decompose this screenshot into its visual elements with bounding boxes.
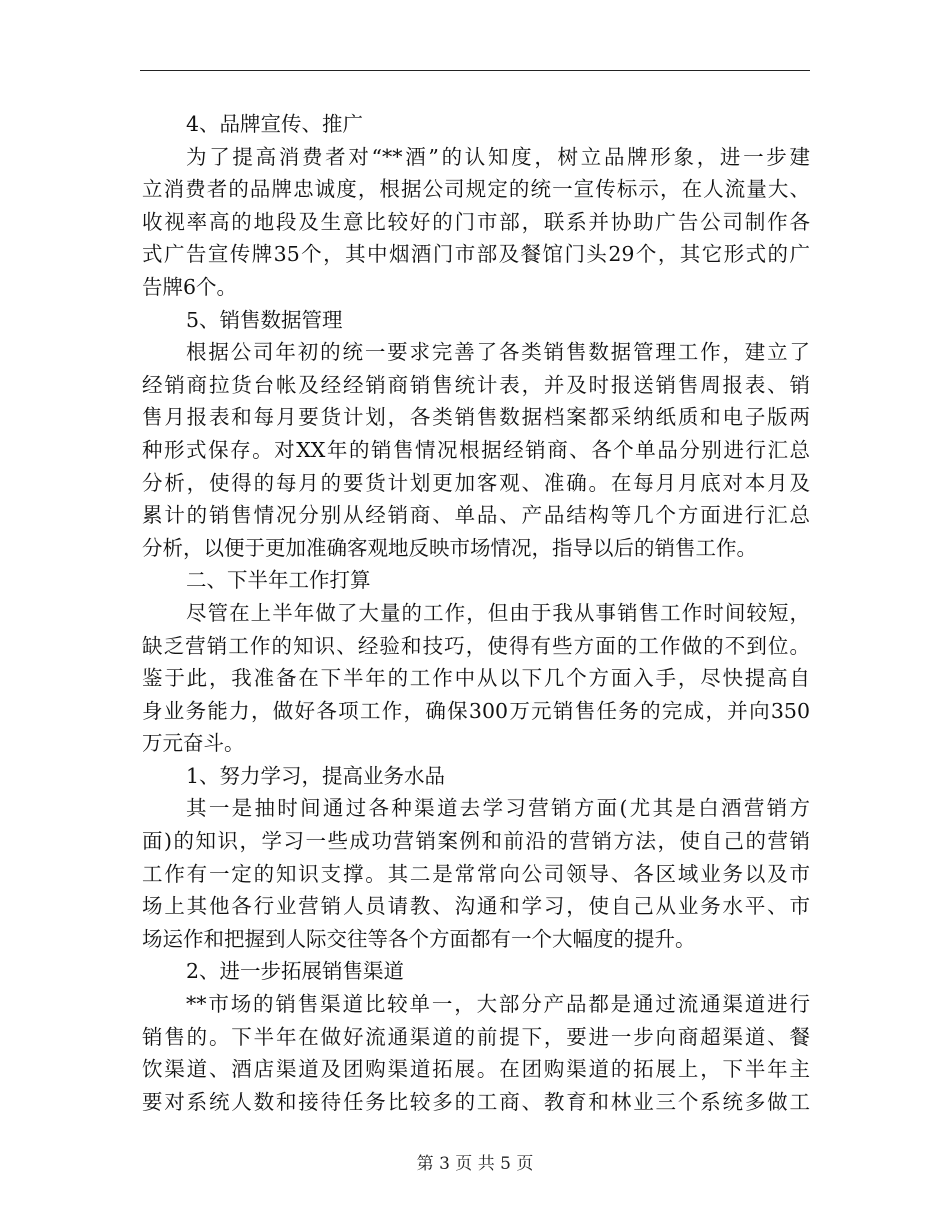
section-heading-second-half-plan: 二、下半年工作打算 [186, 568, 371, 593]
paragraph-line: 售月报表和每月要货计划，各类销售数据档案都采纳纸质和电子版两 [142, 405, 810, 430]
paragraph-line: 累计的销售情况分别从经销商、单品、产品结构等几个方面进行汇总 [142, 503, 810, 528]
header-rule [140, 70, 810, 71]
paragraph-line: 场上其他各行业营销人员请教、沟通和学习，使自己从业务水平、市 [142, 894, 810, 919]
paragraph-line: 分析，使得的每月的要货计划更加客观、准确。在每月月底对本月及 [142, 470, 810, 495]
document-body [142, 108, 810, 1118]
paragraph-line: 场运作和把握到人际交往等各个方面都有一个大幅度的提升。 [142, 926, 696, 951]
paragraph-line: 缺乏营销工作的知识、经验和技巧，使得有些方面的工作做的不到位。 [142, 633, 810, 658]
page-number-footer: 第 3 页 共 5 页 [416, 1154, 534, 1174]
paragraph-line: 工作有一定的知识支撑。其二是常常向公司领导、各区域业务以及市 [142, 861, 810, 886]
paragraph-line: 立消费者的品牌忠诚度，根据公司规定的统一宣传标示，在人流量大、 [142, 177, 810, 202]
paragraph-line: 式广告宣传牌35个，其中烟酒门市部及餐馆门头29个，其它形式的广 [142, 242, 810, 267]
paragraph-line: 饮渠道、酒店渠道及团购渠道拓展。在团购渠道的拓展上，下半年主 [142, 1057, 810, 1082]
paragraph-line: 告牌6个。 [142, 274, 238, 299]
paragraph-line: 万元奋斗。 [142, 731, 245, 756]
paragraph-line: 面)的知识，学习一些成功营销案例和前沿的营销方法，使自己的营销 [142, 829, 810, 854]
paragraph-line: 销售的。下半年在做好流通渠道的前提下，要进一步向商超渠道、餐 [142, 1024, 810, 1049]
paragraph-line: 身业务能力，做好各项工作，确保300万元销售任务的完成，并向350 [142, 698, 810, 723]
section-heading-expand-channels: 2、进一步拓展销售渠道 [186, 959, 405, 984]
paragraph-line: **市场的销售渠道比较单一，大部分产品都是通过流通渠道进行 [186, 992, 810, 1017]
paragraph-line: 收视率高的地段及生意比较好的门市部，联系并协助广告公司制作各 [142, 209, 810, 234]
paragraph-line: 为了提高消费者对“**酒”的认知度，树立品牌形象，进一步建 [186, 144, 810, 169]
paragraph-line: 鉴于此，我准备在下半年的工作中从以下几个方面入手，尽快提高自 [142, 666, 810, 691]
paragraph-line: 分析，以便于更加准确客观地反映市场情况，指导以后的销售工作。 [142, 535, 757, 560]
paragraph-line: 要对系统人数和接待任务比较多的工商、教育和林业三个系统多做工 [142, 1089, 810, 1114]
paragraph-line: 其一是抽时间通过各种渠道去学习营销方面(尤其是白酒营销方 [186, 796, 810, 821]
section-heading-study: 1、努力学习，提高业务水品 [186, 763, 446, 788]
paragraph-line: 经销商拉货台帐及经经销商销售统计表，并及时报送销售周报表、销 [142, 372, 810, 397]
paragraph-line: 根据公司年初的统一要求完善了各类销售数据管理工作，建立了 [186, 340, 810, 365]
section-heading-sales-data: 5、销售数据管理 [186, 307, 343, 332]
section-heading-brand-promotion: 4、品牌宣传、推广 [186, 112, 364, 136]
paragraph-line: 种形式保存。对XX年的销售情况根据经销商、各个单品分别进行汇总 [142, 437, 810, 462]
paragraph-line: 尽管在上半年做了大量的工作，但由于我从事销售工作时间较短， [186, 600, 810, 625]
